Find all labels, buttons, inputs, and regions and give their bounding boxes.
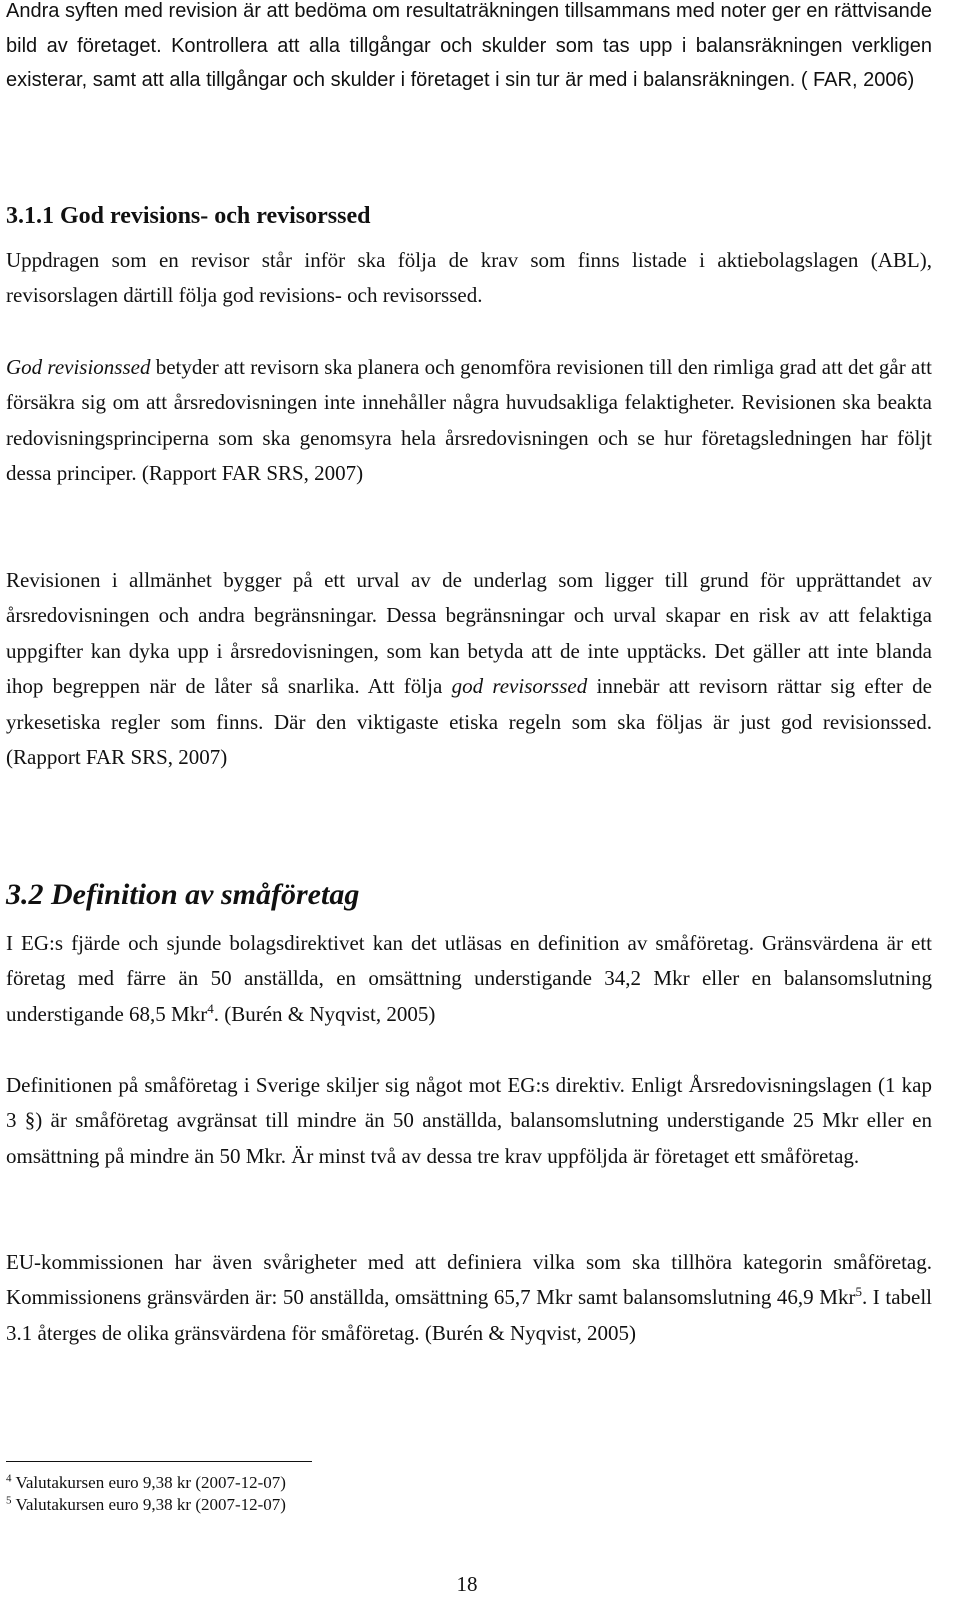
footnote-4-text: Valutakursen euro 9,38 kr (2007-12-07) (11, 1473, 286, 1492)
footnote-ref-5: 5 (855, 1284, 862, 1300)
footnote-ref-4: 4 (207, 1000, 214, 1016)
heading-3-1-1: 3.1.1 God revisions- och revisorssed (6, 203, 371, 229)
paragraph-intro: Andra syften med revision är att bedöma om resultaträkningen tillsammans med noter ger en rättvisande bild av företaget. Kontrollera att alla tillgångar och skulder som tas upp i balansräkningen verkligen existerar, samt att alla tillgångar och skulder i företaget i sin tur är med i balansräkningen. ( FAR, 2006) (6, 0, 932, 91)
paragraph-eu-before: EU-kommissionen har även svårigheter med att definiera vilka som ska tillhöra kategorin småföretag. Kommissionens gränsvärden är: 50 anställda, omsättning 65,7 Mkr samt balansomslutning 46,9 Mkr (6, 1250, 932, 1310)
term-god-revisorssed: god revisorssed (451, 674, 588, 699)
footnote-divider (6, 1461, 312, 1462)
paragraph-eg-after: . (Burén & Nyqvist, 2005) (213, 1001, 436, 1026)
footnote-4 (6, 1472, 286, 1494)
paragraph-eu-after: . I tabell 3.1 återges de olika gränsvärdena för småföretag. (Burén & Nyqvist, 2005) (6, 1285, 932, 1345)
paragraph-eg-before: I EG:s fjärde och sjunde bolagsdirektivet kan det utläsas en definition av småföretag. Gränsvärdena är ett företag med färre än 50 anställda, en omsättning understigande 34,2 Mkr eller en balansomslutning understigande 68,5 Mkr (6, 931, 932, 1026)
footnote-5 (6, 1494, 286, 1516)
page-number-text: 18 (456, 1572, 478, 1596)
paragraph-sverige: Definitionen på småföretag i Sverige skiljer sig något mot EG:s direktiv. Enligt Årsredovisningslagen (1 kap 3 §) är småföretag avgränsat till mindre än 50 anställda, balansomslutning understigande 25 Mkr eller en omsättning på mindre än 50 Mkr. Är minst två av dessa tre krav uppföljda är företaget ett småföretag. (6, 1073, 932, 1168)
page-number (0, 1572, 960, 1597)
paragraph-uppdragen: Uppdragen som en revisor står inför ska följa de krav som finns listade i aktiebolagslagen (ABL), revisorslagen därtill följa god revisions- och revisorssed. (6, 248, 932, 308)
paragraph-allmanhet-before: Revisionen i allmänhet bygger på ett urval av de underlag som ligger till grund för upprättandet av årsredovisningen och andra begränsningar. Dessa begränsningar och urval skapar en risk av att felaktiga uppgifter kan dyka upp i årsredovisningen, som kan betyda att de inte upptäcks. Det gäller att inte blanda ihop begreppen när de låter så snarlika. Att följa (6, 568, 932, 699)
heading-3-2: 3.2 Definition av småföretag (6, 878, 360, 911)
footnote-5-text: Valutakursen euro 9,38 kr (2007-12-07) (11, 1495, 286, 1514)
paragraph-revisionssed (6, 350, 932, 492)
paragraph-revisionssed-text: betyder att revisorn ska planera och genomföra revisionen till den rimliga grad att det går att försäkra sig om att årsredovisningen inte innehåller några huvudsakliga felaktigheter. Revisionen ska beakta redovisningsprinciperna som ska genomsyra hela årsredovisningen och se hur företagsledningen har följt dessa principer. (Rapport FAR SRS, 2007) (6, 355, 932, 486)
paragraph-allmanhet (6, 563, 932, 775)
paragraph-allmanhet-after: innebär att revisorn rättar sig efter de yrkesetiska regler som finns. Där den viktigaste etiska regeln som ska följas är just god revisionssed. (Rapport FAR SRS, 2007) (6, 674, 932, 770)
paragraph-eu (6, 1245, 932, 1351)
term-god-revisionssed: God revisionssed (6, 355, 151, 379)
paragraph-eg (6, 926, 932, 1032)
footnote-5-number: 5 (6, 1494, 12, 1507)
footnote-4-number: 4 (6, 1472, 12, 1485)
